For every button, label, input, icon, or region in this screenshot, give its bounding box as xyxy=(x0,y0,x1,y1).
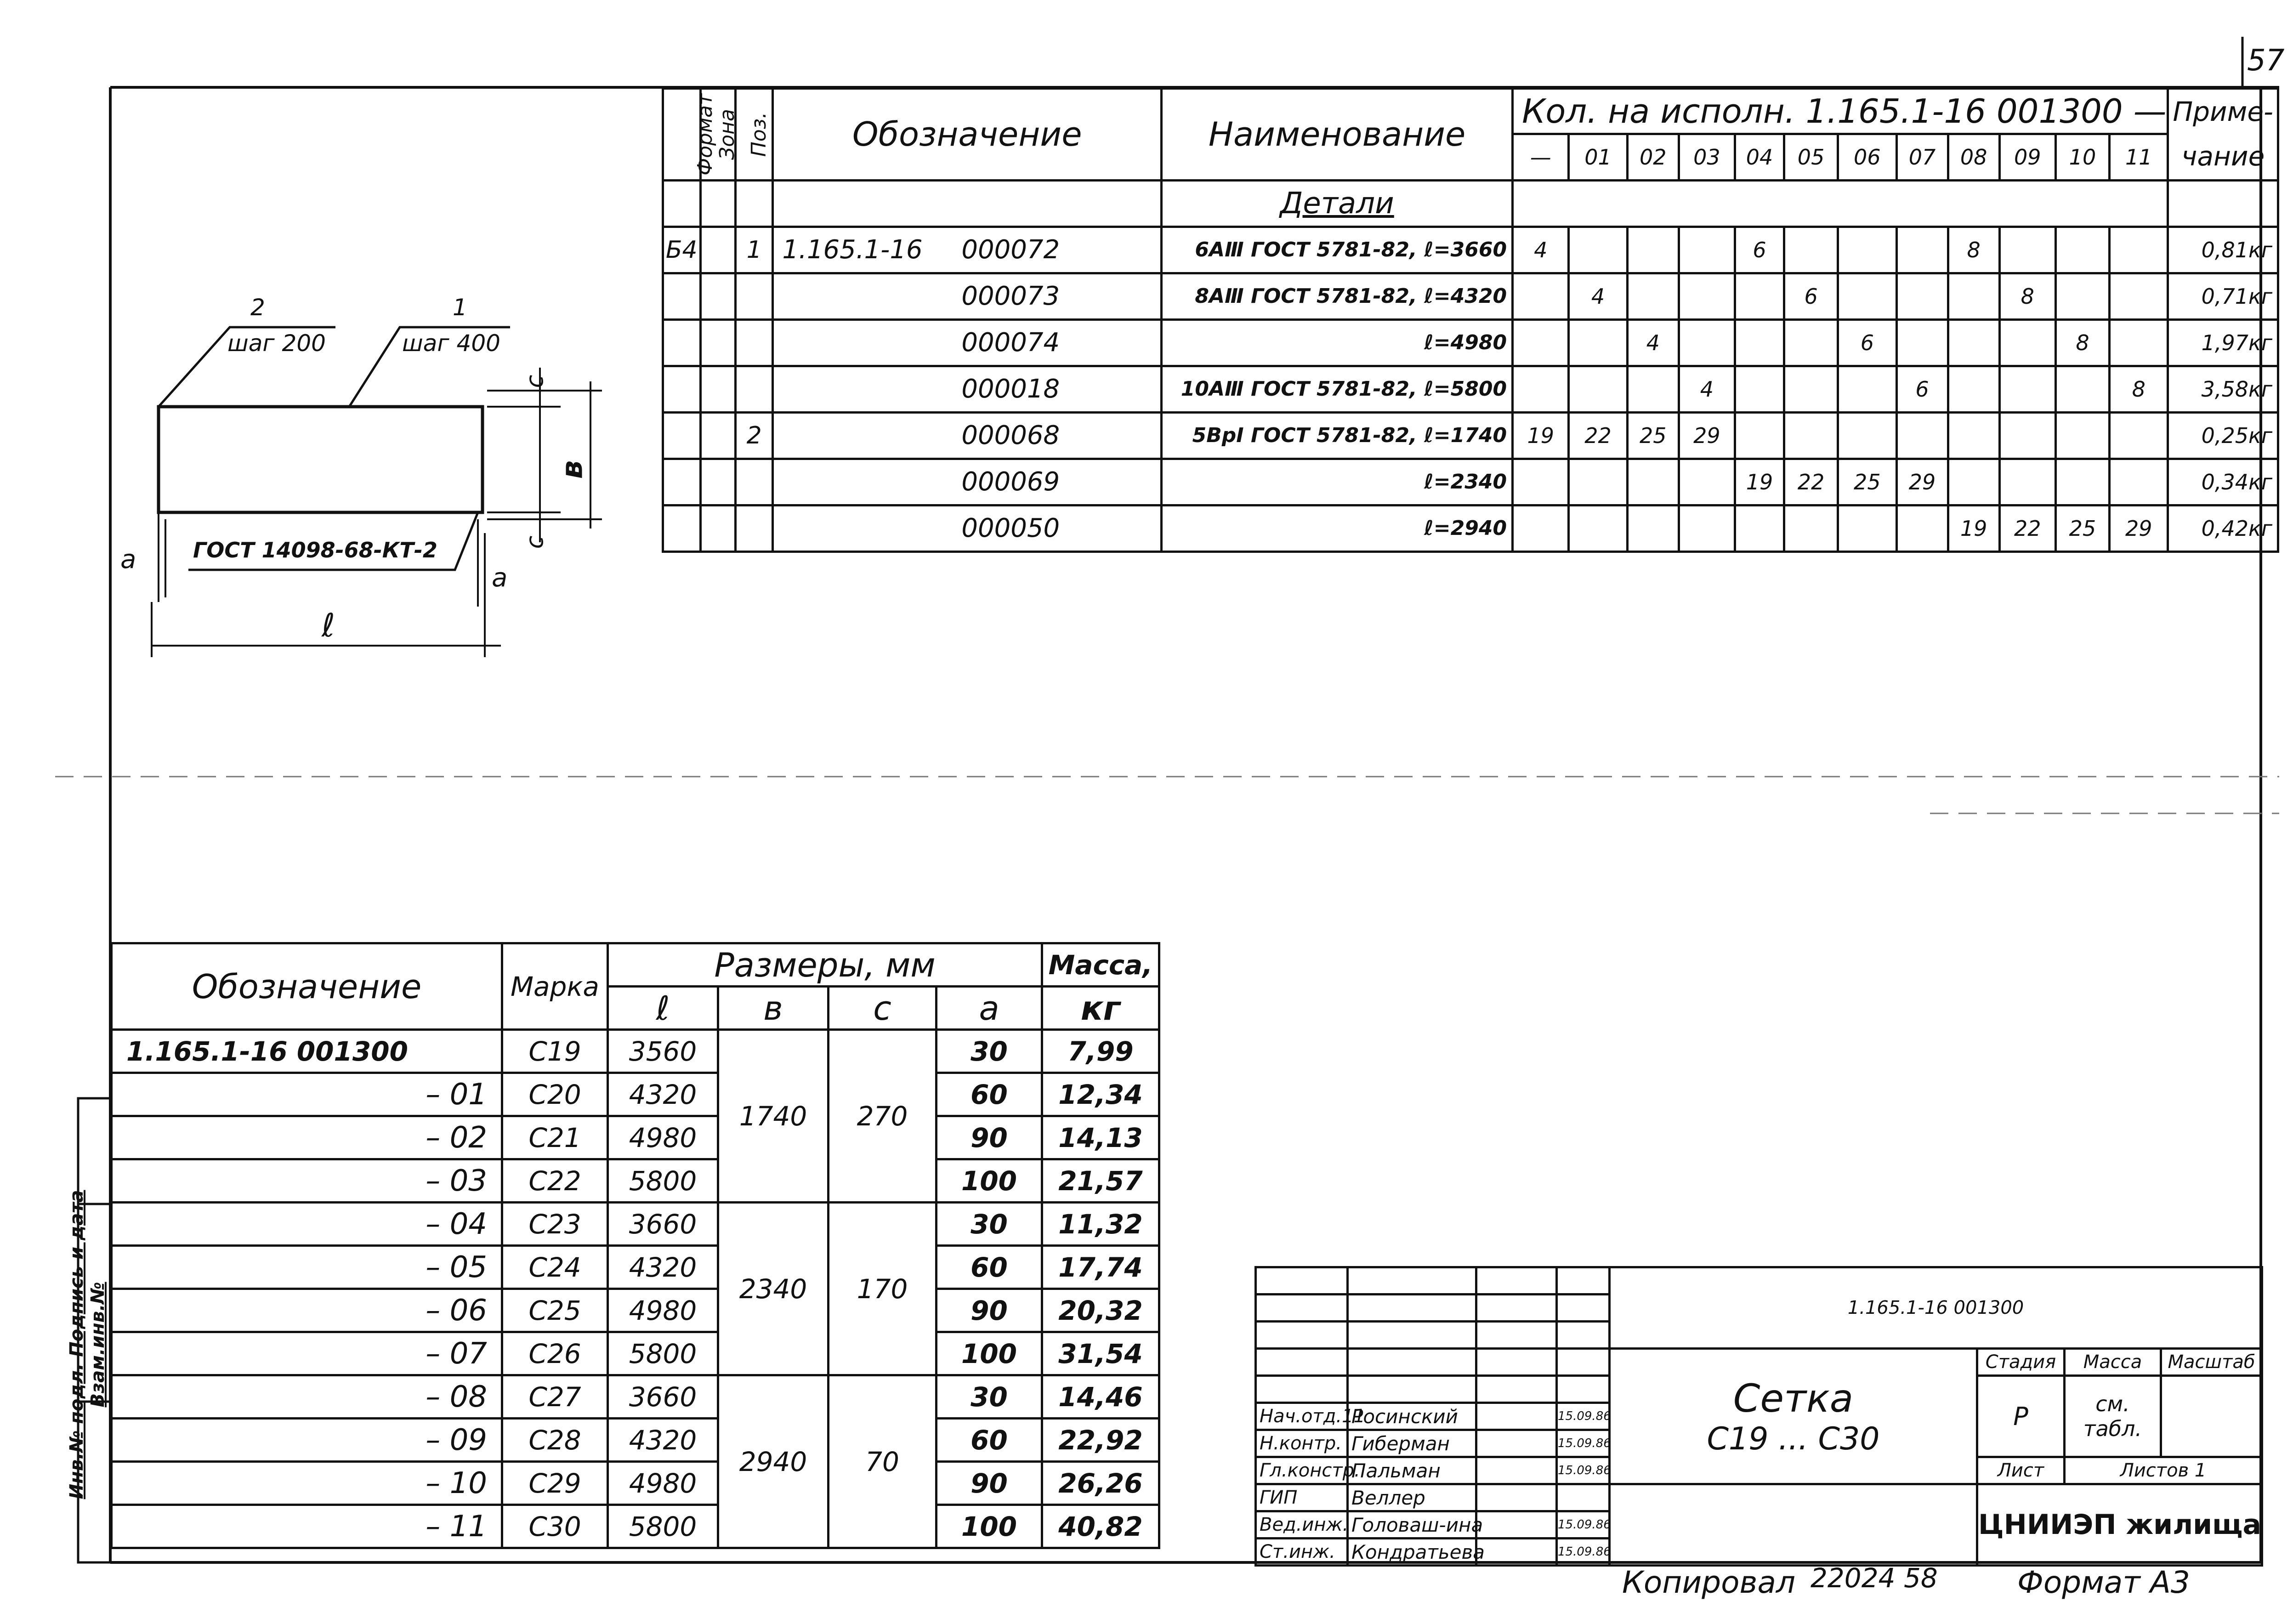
footer-format: Формат А3 xyxy=(2017,1565,2190,1600)
spec-qty xyxy=(1999,459,2055,505)
sizes-mass: 17,74 xyxy=(1042,1246,1159,1289)
sizes-c: 170 xyxy=(829,1203,936,1375)
sizes-mass: 31,54 xyxy=(1042,1332,1159,1375)
spec-qty xyxy=(1569,459,1627,505)
sheet-number: 57 xyxy=(2247,44,2285,78)
sizes-mass: 26,26 xyxy=(1042,1462,1159,1505)
sizes-mark: С22 xyxy=(502,1159,608,1203)
spec-qty xyxy=(1784,227,1838,273)
spec-qty xyxy=(1999,412,2055,459)
spec-qty xyxy=(2055,366,2109,412)
staff-signature xyxy=(1476,1430,1557,1457)
col-zone: Зона xyxy=(700,89,735,181)
spec-name: ℓ=4980 xyxy=(1162,319,1513,366)
sizes-l: 5800 xyxy=(608,1505,718,1548)
sizes-a: 100 xyxy=(936,1505,1042,1548)
variant-col-11: 11 xyxy=(2110,134,2168,180)
spec-designation: 1.165.1-16 000072 xyxy=(773,227,1162,273)
sizes-row xyxy=(112,1030,1159,1073)
sizes-a: 90 xyxy=(936,1462,1042,1505)
variant-col-8: 08 xyxy=(1948,134,1999,180)
tb-name-1: Сетка xyxy=(1733,1375,1854,1421)
spec-qty xyxy=(1627,273,1679,319)
sizes-l: 4980 xyxy=(608,1462,718,1505)
tb-stage-value: Р xyxy=(1977,1376,2065,1457)
staff-name: Веллер xyxy=(1348,1484,1476,1511)
spec-name: 10АⅢ ГОСТ 5781-82, ℓ=5800 xyxy=(1162,366,1513,412)
sizes-l: 3560 xyxy=(608,1030,718,1073)
col-designation: Обозначение xyxy=(773,89,1162,181)
spec-qty xyxy=(1948,366,1999,412)
spec-qty xyxy=(1896,319,1948,366)
variant-col-10: 10 xyxy=(2055,134,2109,180)
spec-format xyxy=(663,273,701,319)
spec-qty xyxy=(1784,505,1838,551)
staff-signature xyxy=(1476,1403,1557,1430)
staff-role: Гл.констр. xyxy=(1256,1457,1348,1484)
spec-qty xyxy=(1735,505,1784,551)
spec-qty xyxy=(1999,366,2055,412)
staff-role: Н.контр. xyxy=(1256,1430,1348,1457)
spec-name: 8АⅢ ГОСТ 5781-82, ℓ=4320 xyxy=(1162,273,1513,319)
spec-note: 1,97кг xyxy=(2168,319,2278,366)
sizes-designation: – 11 xyxy=(112,1505,502,1548)
sizes-col-b: в xyxy=(718,987,829,1030)
sizes-a: 60 xyxy=(936,1246,1042,1289)
sizes-mass: 40,82 xyxy=(1042,1505,1159,1548)
title-block xyxy=(1254,1266,2263,1567)
spec-designation: 000018 xyxy=(773,366,1162,412)
spec-qty: 25 xyxy=(1838,459,1896,505)
sizes-row xyxy=(112,1203,1159,1246)
spec-qty: 22 xyxy=(1999,505,2055,551)
spec-qty xyxy=(1679,319,1735,366)
spec-qty xyxy=(1948,459,1999,505)
sizes-a: 100 xyxy=(936,1159,1042,1203)
spec-format xyxy=(663,319,701,366)
spec-qty xyxy=(2055,459,2109,505)
sizes-col-mass-1: Масса, xyxy=(1042,943,1159,987)
spec-qty xyxy=(1627,459,1679,505)
tb-org: ЦНИИЭП жилища xyxy=(1977,1484,2262,1566)
sizes-a: 30 xyxy=(936,1203,1042,1246)
sizes-row xyxy=(112,1419,1159,1462)
tb-sheet-label: Лист xyxy=(1977,1457,2065,1484)
staff-name: Головаш-ина xyxy=(1348,1511,1476,1539)
spec-qty xyxy=(2110,459,2168,505)
spec-note: 3,58кг xyxy=(2168,366,2278,412)
tb-stage-label: Стадия xyxy=(1977,1349,2065,1376)
col-note-2: чание xyxy=(2168,134,2278,180)
sizes-designation: – 01 xyxy=(112,1073,502,1116)
spec-row xyxy=(663,366,2278,412)
col-note-1: Приме- xyxy=(2168,89,2278,134)
tb-scale-value xyxy=(2161,1376,2262,1457)
staff-role: Ст.инж. xyxy=(1256,1539,1348,1566)
spec-qty xyxy=(1838,412,1896,459)
spec-qty xyxy=(1896,227,1948,273)
spec-name: 6АⅢ ГОСТ 5781-82, ℓ=3660 xyxy=(1162,227,1513,273)
sizes-table xyxy=(110,942,1160,1549)
spec-qty xyxy=(1627,505,1679,551)
spec-qty xyxy=(1679,505,1735,551)
dim-c-bottom: c xyxy=(521,535,549,549)
spec-designation: 000074 xyxy=(773,319,1162,366)
sizes-mark: С25 xyxy=(502,1289,608,1332)
spec-designation: 000073 xyxy=(773,273,1162,319)
spec-qty: 4 xyxy=(1513,227,1569,273)
sizes-designation: – 04 xyxy=(112,1203,502,1246)
spec-note: 0,34кг xyxy=(2168,459,2278,505)
spec-format xyxy=(663,366,701,412)
sizes-b: 2340 xyxy=(718,1203,829,1375)
spec-qty xyxy=(1569,319,1627,366)
sizes-row xyxy=(112,1116,1159,1159)
sizes-l: 3660 xyxy=(608,1203,718,1246)
spec-note: 0,71кг xyxy=(2168,273,2278,319)
sizes-mark: С26 xyxy=(502,1332,608,1375)
sizes-mass: 21,57 xyxy=(1042,1159,1159,1203)
sizes-l: 4980 xyxy=(608,1116,718,1159)
sizes-l: 4320 xyxy=(608,1419,718,1462)
sizes-designation: – 03 xyxy=(112,1159,502,1203)
dim-a-left: a xyxy=(120,545,136,574)
spec-qty xyxy=(2110,319,2168,366)
staff-date: 15.09.86 xyxy=(1557,1403,1610,1430)
spec-qty xyxy=(1627,366,1679,412)
sizes-mark: С30 xyxy=(502,1505,608,1548)
spec-qty xyxy=(1735,273,1784,319)
spec-qty xyxy=(1679,273,1735,319)
sizes-mass: 22,92 xyxy=(1042,1419,1159,1462)
sizes-col-sizes: Размеры, мм xyxy=(608,943,1042,987)
spec-qty: 25 xyxy=(2055,505,2109,551)
sizes-row xyxy=(112,1332,1159,1375)
spec-qty: 6 xyxy=(1784,273,1838,319)
spec-row xyxy=(663,505,2278,551)
staff-name: Росинский xyxy=(1348,1403,1476,1430)
spec-qty xyxy=(1948,273,1999,319)
spec-qty xyxy=(1838,366,1896,412)
leader-1-label: шаг 400 xyxy=(402,330,500,357)
sizes-l: 5800 xyxy=(608,1332,718,1375)
staff-name: Кондратьева xyxy=(1348,1539,1476,1566)
spec-qty: 4 xyxy=(1679,366,1735,412)
staff-signature xyxy=(1476,1484,1557,1511)
variant-col-5: 05 xyxy=(1784,134,1838,180)
spec-qty xyxy=(1735,319,1784,366)
spec-qty xyxy=(1784,319,1838,366)
spec-name: 5ВрⅠ ГОСТ 5781-82, ℓ=1740 xyxy=(1162,412,1513,459)
sizes-a: 90 xyxy=(936,1289,1042,1332)
sizes-col-a: a xyxy=(936,987,1042,1030)
staff-signature xyxy=(1476,1539,1557,1566)
sizes-a: 30 xyxy=(936,1030,1042,1073)
tb-scale-label: Масштаб xyxy=(2161,1349,2262,1376)
spec-qty: 29 xyxy=(1896,459,1948,505)
sizes-designation: – 02 xyxy=(112,1116,502,1159)
sizes-mass: 12,34 xyxy=(1042,1073,1159,1116)
spec-qty: 4 xyxy=(1569,273,1627,319)
sizes-l: 4980 xyxy=(608,1289,718,1332)
staff-date: 15.09.86 xyxy=(1557,1457,1610,1484)
spec-qty: 25 xyxy=(1627,412,1679,459)
sizes-col-l: ℓ xyxy=(608,987,718,1030)
sizes-mark: С29 xyxy=(502,1462,608,1505)
sizes-col-mark: Марка xyxy=(502,943,608,1030)
sizes-mark: С27 xyxy=(502,1375,608,1419)
sizes-row xyxy=(112,1375,1159,1419)
spec-qty xyxy=(1896,505,1948,551)
spec-qty xyxy=(1735,366,1784,412)
sizes-mark: С21 xyxy=(502,1116,608,1159)
specification-table xyxy=(662,87,2279,553)
col-qty: Кол. на исполн. 1.165.1-16 001300 — xyxy=(1513,89,2168,134)
section-title: Детали xyxy=(1162,180,1513,227)
spec-qty xyxy=(1948,319,1999,366)
tb-blank xyxy=(1610,1484,1977,1566)
spec-note: 0,81кг xyxy=(2168,227,2278,273)
spec-note: 0,25кг xyxy=(2168,412,2278,459)
spec-format: Б4 xyxy=(663,227,701,273)
spec-pos: 1 xyxy=(735,227,773,273)
staff-role: Вед.инж. xyxy=(1256,1511,1348,1539)
sizes-mass: 11,32 xyxy=(1042,1203,1159,1246)
leader-1-pos: 1 xyxy=(453,294,467,321)
variant-col-0: — xyxy=(1513,134,1569,180)
tb-name xyxy=(1610,1349,1977,1484)
sizes-mass: 14,13 xyxy=(1042,1116,1159,1159)
sizes-designation: 1.165.1-16 001300 xyxy=(112,1030,502,1073)
spec-qty xyxy=(1679,227,1735,273)
spec-row xyxy=(663,273,2278,319)
sizes-l: 3660 xyxy=(608,1375,718,1419)
sizes-mark: С19 xyxy=(502,1030,608,1073)
spec-qty: 8 xyxy=(1999,273,2055,319)
spec-qty xyxy=(1627,227,1679,273)
spec-qty xyxy=(1513,505,1569,551)
spec-qty xyxy=(1569,366,1627,412)
dim-b: в xyxy=(555,460,590,479)
sizes-row xyxy=(112,1246,1159,1289)
sizes-col-c: с xyxy=(829,987,936,1030)
dim-a-right: a xyxy=(492,563,508,593)
sizes-b: 2940 xyxy=(718,1375,829,1548)
staff-date: 15.09.86 xyxy=(1557,1511,1610,1539)
spec-qty xyxy=(1569,505,1627,551)
footer-copy-number: 22024 58 xyxy=(1811,1562,1938,1594)
sizes-row xyxy=(112,1462,1159,1505)
side-stamp: Инв.№ подл. Подпись и дата Взам.инв.№ xyxy=(66,1190,108,1499)
spec-qty xyxy=(1948,412,1999,459)
spec-qty: 6 xyxy=(1735,227,1784,273)
spec-row xyxy=(663,227,2278,273)
footer-copied: Копировал xyxy=(1622,1565,1796,1600)
staff-date: 15.09.86 xyxy=(1557,1539,1610,1566)
sizes-designation: – 06 xyxy=(112,1289,502,1332)
spec-qty: 29 xyxy=(2110,505,2168,551)
sizes-designation: – 07 xyxy=(112,1332,502,1375)
sizes-a: 30 xyxy=(936,1375,1042,1419)
spec-qty: 6 xyxy=(1896,366,1948,412)
spec-qty: 8 xyxy=(2055,319,2109,366)
spec-format xyxy=(663,505,701,551)
variant-col-1: 01 xyxy=(1569,134,1627,180)
sizes-designation: – 08 xyxy=(112,1375,502,1419)
spec-qty xyxy=(1838,227,1896,273)
sizes-mass: 7,99 xyxy=(1042,1030,1159,1073)
spec-format xyxy=(663,459,701,505)
staff-role: Нач.отд.11 xyxy=(1256,1403,1348,1430)
spec-qty xyxy=(2110,412,2168,459)
sizes-mark: С23 xyxy=(502,1203,608,1246)
sizes-row xyxy=(112,1073,1159,1116)
spec-pos xyxy=(735,273,773,319)
spec-qty: 8 xyxy=(2110,366,2168,412)
spec-qty: 22 xyxy=(1569,412,1627,459)
sizes-a: 90 xyxy=(936,1116,1042,1159)
spec-qty xyxy=(2055,412,2109,459)
spec-qty xyxy=(1513,459,1569,505)
variant-col-9: 09 xyxy=(1999,134,2055,180)
sizes-mark: С20 xyxy=(502,1073,608,1116)
spec-qty xyxy=(2110,227,2168,273)
staff-signature xyxy=(1476,1457,1557,1484)
staff-name: Гиберман xyxy=(1348,1430,1476,1457)
col-name: Наименование xyxy=(1162,89,1513,181)
spec-qty: 8 xyxy=(1948,227,1999,273)
sizes-designation: – 05 xyxy=(112,1246,502,1289)
spec-qty: 19 xyxy=(1735,459,1784,505)
spec-designation: 000068 xyxy=(773,412,1162,459)
leader-2-pos: 2 xyxy=(250,294,265,321)
sizes-a: 100 xyxy=(936,1332,1042,1375)
tb-name-2: С19 ... С30 xyxy=(1707,1420,1880,1457)
variant-col-7: 07 xyxy=(1896,134,1948,180)
spec-qty xyxy=(2110,273,2168,319)
sizes-mass: 20,32 xyxy=(1042,1289,1159,1332)
variant-col-2: 02 xyxy=(1627,134,1679,180)
spec-qty xyxy=(1513,366,1569,412)
staff-name: Пальман xyxy=(1348,1457,1476,1484)
sizes-row xyxy=(112,1289,1159,1332)
sizes-designation: – 10 xyxy=(112,1462,502,1505)
variant-col-3: 03 xyxy=(1679,134,1735,180)
weld-label: ГОСТ 14098-68-КТ-2 xyxy=(193,538,437,562)
spec-qty xyxy=(1838,505,1896,551)
spec-qty xyxy=(2055,273,2109,319)
variant-col-6: 06 xyxy=(1838,134,1896,180)
spec-qty: 22 xyxy=(1784,459,1838,505)
spec-qty xyxy=(1513,273,1569,319)
sizes-col-designation: Обозначение xyxy=(112,943,502,1030)
sizes-b: 1740 xyxy=(718,1030,829,1203)
spec-qty xyxy=(1735,412,1784,459)
staff-date xyxy=(1557,1484,1610,1511)
spec-note: 0,42кг xyxy=(2168,505,2278,551)
spec-format xyxy=(663,412,701,459)
spec-qty: 4 xyxy=(1627,319,1679,366)
spec-qty xyxy=(1896,412,1948,459)
sizes-designation: – 09 xyxy=(112,1419,502,1462)
tb-mass-label: Масса xyxy=(2065,1349,2161,1376)
leader-2-label: шаг 200 xyxy=(227,330,326,357)
col-pos: Поз. xyxy=(735,89,773,181)
spec-qty xyxy=(1999,227,2055,273)
spec-qty xyxy=(1679,459,1735,505)
staff-signature xyxy=(1476,1511,1557,1539)
sizes-l: 4320 xyxy=(608,1073,718,1116)
spec-qty xyxy=(1784,366,1838,412)
spec-name: ℓ=2940 xyxy=(1162,505,1513,551)
tb-designation: 1.165.1-16 001300 xyxy=(1610,1267,2262,1349)
sizes-row xyxy=(112,1159,1159,1203)
sizes-c: 270 xyxy=(829,1030,936,1203)
spec-pos xyxy=(735,366,773,412)
sizes-a: 60 xyxy=(936,1419,1042,1462)
sizes-col-mass-2: кг xyxy=(1042,987,1159,1030)
spec-qty: 29 xyxy=(1679,412,1735,459)
spec-qty xyxy=(1513,319,1569,366)
spec-row xyxy=(663,412,2278,459)
col-format: Формат xyxy=(663,89,701,181)
spec-pos xyxy=(735,505,773,551)
spec-qty: 19 xyxy=(1948,505,1999,551)
sizes-mark: С28 xyxy=(502,1419,608,1462)
spec-qty xyxy=(1784,412,1838,459)
tb-mass-value: см. табл. xyxy=(2065,1376,2161,1457)
staff-role: ГИП xyxy=(1256,1484,1348,1511)
spec-qty xyxy=(1569,227,1627,273)
sizes-a: 60 xyxy=(936,1073,1042,1116)
spec-qty xyxy=(2055,227,2109,273)
dim-l: ℓ xyxy=(322,607,335,644)
sizes-c: 70 xyxy=(829,1375,936,1548)
sizes-l: 5800 xyxy=(608,1159,718,1203)
spec-qty xyxy=(1838,273,1896,319)
spec-qty xyxy=(1896,273,1948,319)
spec-row xyxy=(663,319,2278,366)
dim-c-top: c xyxy=(521,375,549,388)
staff-date: 15.09.86 xyxy=(1557,1430,1610,1457)
spec-pos xyxy=(735,319,773,366)
tb-sheets-label: Листов 1 xyxy=(2065,1457,2262,1484)
spec-row xyxy=(663,459,2278,505)
spec-designation: 000069 xyxy=(773,459,1162,505)
spec-pos xyxy=(735,459,773,505)
sizes-mass: 14,46 xyxy=(1042,1375,1159,1419)
sizes-l: 4320 xyxy=(608,1246,718,1289)
spec-qty xyxy=(1999,319,2055,366)
sizes-row xyxy=(112,1505,1159,1548)
variant-col-4: 04 xyxy=(1735,134,1784,180)
spec-pos: 2 xyxy=(735,412,773,459)
spec-qty: 19 xyxy=(1513,412,1569,459)
spec-designation: 000050 xyxy=(773,505,1162,551)
spec-qty: 6 xyxy=(1838,319,1896,366)
spec-name: ℓ=2340 xyxy=(1162,459,1513,505)
sizes-mark: С24 xyxy=(502,1246,608,1289)
